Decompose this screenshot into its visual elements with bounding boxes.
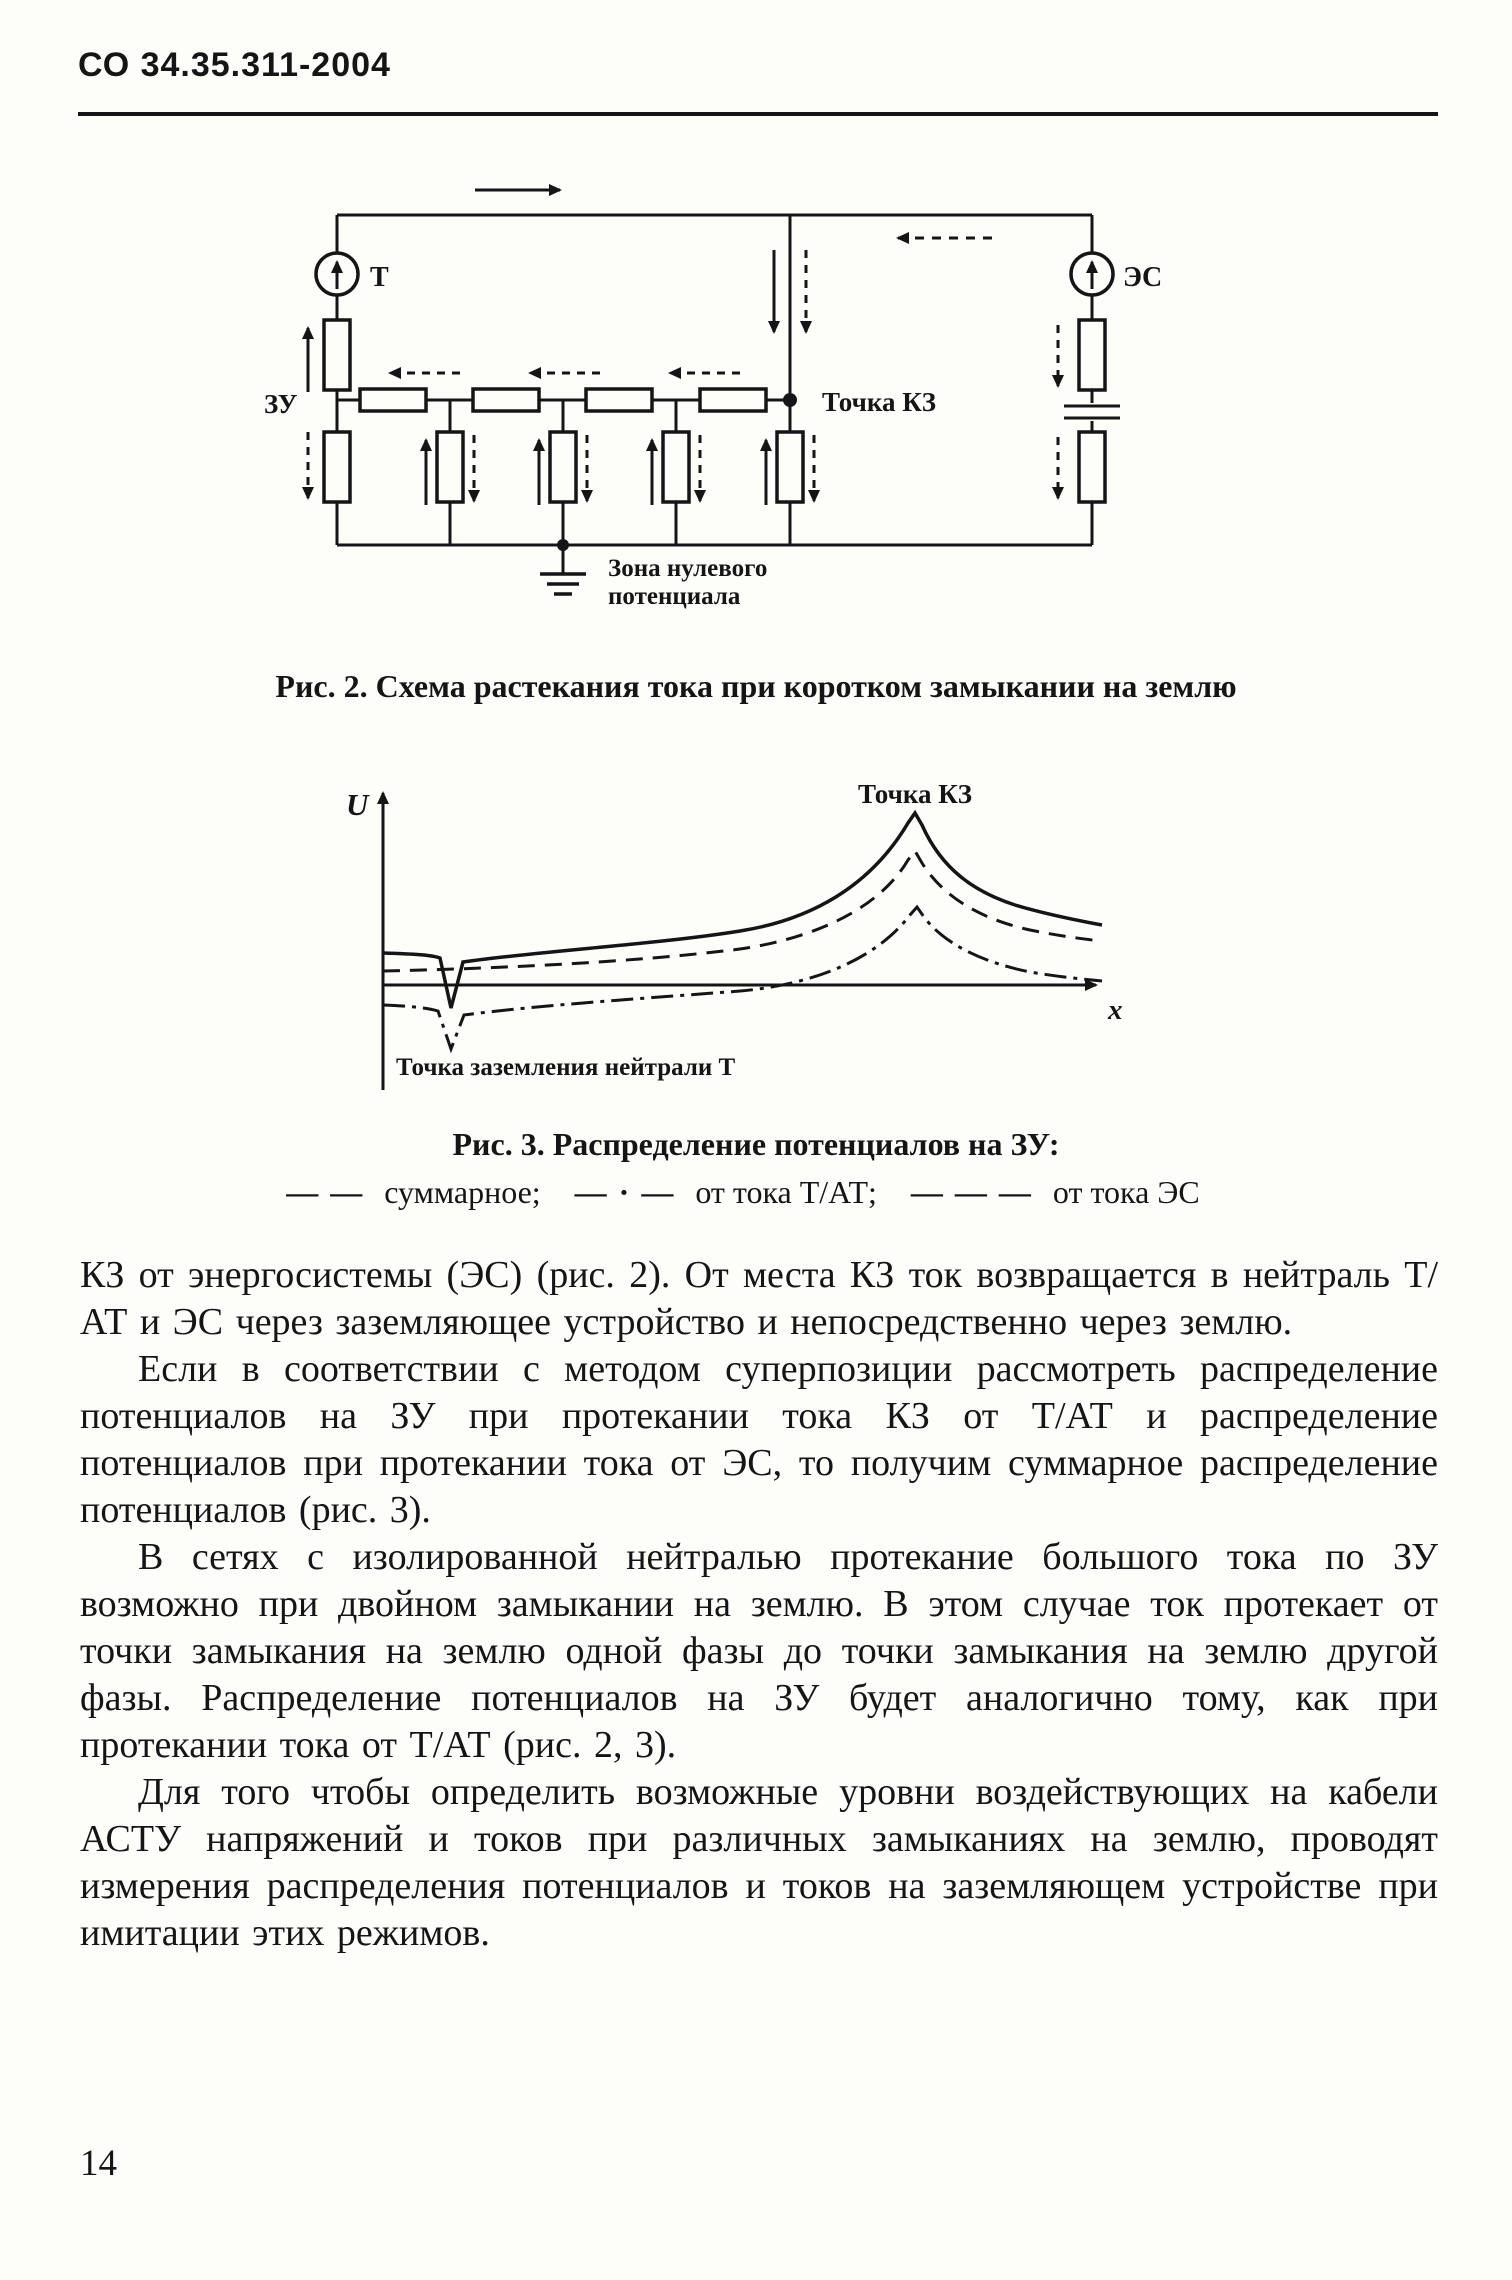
label-kz-point: Точка КЗ — [858, 779, 973, 809]
paragraph-3: В сетях с изолированной нейтралью протекание большого тока по ЗУ возможно при двойном замыкании на землю. В этом случае ток протекает от точки замыкания на землю одной фазы до точки замыкания на землю другой фазы. Распределение потенциалов на ЗУ будет аналогично тому, как при протекании тока от Т/АТ (рис. 2, 3). — [80, 1536, 1438, 1766]
legend-es-label: от тока ЭС — [1052, 1174, 1200, 1210]
curve-es — [383, 851, 1102, 971]
resistor — [663, 432, 689, 502]
resistor — [360, 389, 426, 411]
legend-tat-label: от тока Т/АТ; — [695, 1174, 877, 1210]
paragraph-4: Для того чтобы определить возможные уровни воздействующих на кабели АСТУ напряжений и токов при различных замыканиях на землю, проводят измерения распределения потенциалов и токов на заземляющем устройстве при имитации этих режимов. — [80, 1771, 1438, 1954]
resistor — [700, 389, 766, 411]
label-u-axis: U — [346, 787, 369, 822]
earthing-resistors — [324, 400, 814, 545]
legend-dashed-line-icon: — — — — [910, 1174, 1033, 1210]
fig3-legend — [0, 1174, 1512, 1211]
label-zero-zone-line2: потенциала — [608, 583, 741, 610]
legend-dashdot-line-icon: — · — — [574, 1174, 676, 1210]
resistor — [1079, 432, 1105, 502]
short-circuit-branch — [774, 215, 806, 407]
legend-total-label: суммарное; — [384, 1174, 541, 1210]
paragraph-1: КЗ от энергосистемы (ЭС) (рис. 2). От места КЗ ток возвращается в нейтраль Т/АТ и ЭС через заземляющее устройство и непосредственно через землю. — [80, 1254, 1438, 1343]
curve-tat — [383, 907, 1102, 1049]
header-rule — [78, 112, 1438, 116]
resistor — [586, 389, 652, 411]
label-zu: ЗУ — [264, 389, 298, 419]
power-system-branch — [1058, 215, 1120, 545]
resistor — [1079, 320, 1105, 390]
page-number: 14 — [80, 2143, 117, 2184]
resistor — [550, 432, 576, 502]
fig2-circuit-diagram — [230, 170, 1350, 730]
legend-solid-line-icon: — — — [286, 1174, 365, 1210]
standard-number: СО 34.35.311-2004 — [78, 46, 391, 84]
resistor — [437, 432, 463, 502]
label-es: ЭС — [1123, 262, 1163, 293]
resistor — [324, 432, 350, 502]
label-t: Т — [370, 262, 389, 293]
resistor — [777, 432, 803, 502]
resistor — [324, 320, 350, 390]
label-kz-point: Точка КЗ — [822, 387, 937, 417]
fig3-potential-plot — [330, 765, 1140, 1105]
label-x-axis: x — [1108, 994, 1123, 1026]
fig3-caption: Рис. 3. Распределение потенциалов на ЗУ: — [452, 1126, 1060, 1162]
label-zero-zone-line1: Зона нулевого — [608, 555, 768, 582]
ground-symbol — [540, 539, 586, 594]
curve-total — [383, 813, 1102, 1008]
resistor — [473, 389, 539, 411]
paragraph-2: Если в соответствии с методом суперпозиции рассмотреть распределение потенциалов на ЗУ при протекании тока КЗ от Т/АТ и распределение потенциалов при протекании тока от ЭС, то получим суммарное распределение потенциалов (рис. 3). — [80, 1348, 1438, 1531]
label-neutral-point: Точка заземления нейтрали Т — [396, 1054, 736, 1081]
fig2-caption: Рис. 2. Схема растекания тока при коротком замыкании на землю — [275, 668, 1237, 704]
kz-point-dot — [783, 393, 797, 407]
body-text — [80, 1252, 1438, 1957]
